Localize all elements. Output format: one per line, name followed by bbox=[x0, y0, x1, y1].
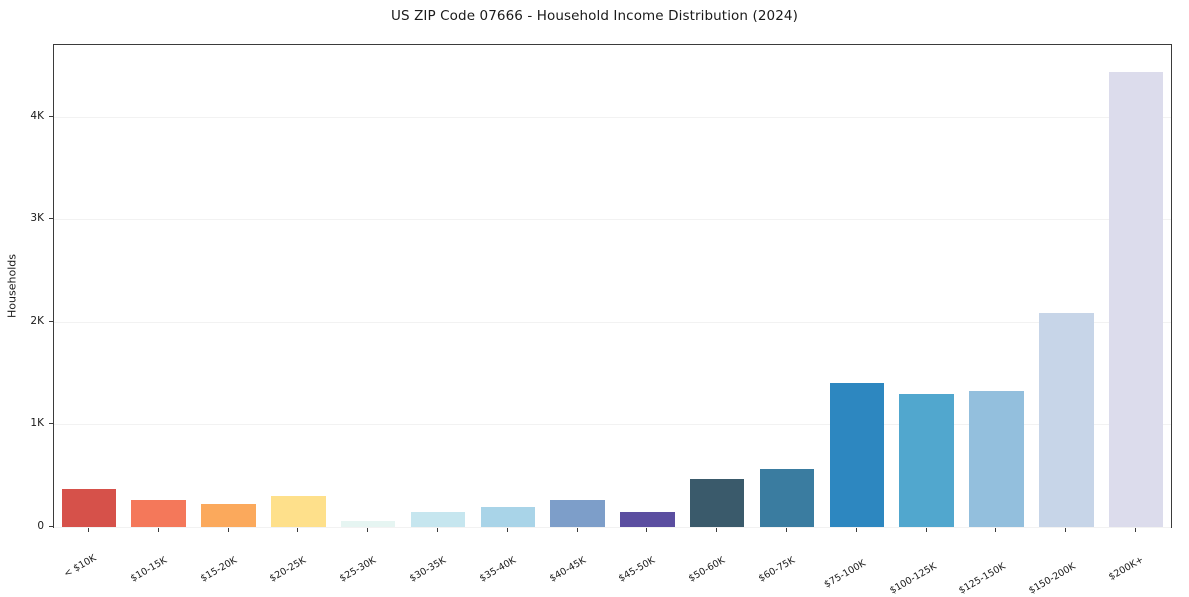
x-tick-label-text: $15-20K bbox=[198, 554, 239, 585]
x-tick-label-text: $200K+ bbox=[1107, 554, 1146, 583]
x-tick-mark bbox=[367, 528, 368, 532]
x-tick-label bbox=[128, 535, 203, 585]
x-tick-label bbox=[337, 535, 413, 585]
x-tick-label-text: $150-200K bbox=[1027, 560, 1078, 597]
bar[interactable] bbox=[271, 496, 325, 527]
x-tick-label bbox=[198, 535, 273, 585]
bar[interactable] bbox=[1109, 72, 1163, 527]
y-tick-label: 4K bbox=[30, 109, 44, 122]
x-tick-label bbox=[268, 535, 343, 585]
x-tick-label bbox=[62, 535, 129, 580]
x-tick-label-text: < $10K bbox=[62, 552, 99, 580]
bar[interactable] bbox=[550, 500, 604, 527]
x-tick-mark bbox=[1135, 528, 1136, 532]
x-tick-mark bbox=[786, 528, 787, 532]
y-axis-label: Households bbox=[5, 254, 19, 318]
y-axis bbox=[0, 44, 53, 532]
chart-title: US ZIP Code 07666 - Household Income Distribution (2024) bbox=[391, 8, 798, 24]
x-tick-label-text: $35-40K bbox=[477, 554, 518, 585]
y-tick-label: 1K bbox=[30, 417, 44, 430]
x-tick-label bbox=[547, 535, 622, 585]
x-tick-label bbox=[407, 535, 482, 585]
x-tick-label bbox=[756, 535, 831, 585]
x-tick-mark bbox=[507, 528, 508, 532]
x-tick-mark bbox=[577, 528, 578, 532]
x-tick-label-text: $20-25K bbox=[268, 554, 309, 585]
x-tick-label bbox=[687, 535, 762, 585]
x-tick-label-text: $40-45K bbox=[547, 554, 588, 585]
y-tick-label: 2K bbox=[30, 314, 44, 327]
bar[interactable] bbox=[690, 479, 744, 527]
bar[interactable] bbox=[899, 394, 953, 527]
plot-area bbox=[53, 44, 1172, 528]
x-tick-mark bbox=[1065, 528, 1066, 532]
bar[interactable] bbox=[411, 512, 465, 527]
bar[interactable] bbox=[620, 512, 674, 527]
y-tick-label: 3K bbox=[30, 212, 44, 225]
x-tick-label-text: $50-60K bbox=[687, 554, 728, 585]
bar[interactable] bbox=[1039, 313, 1093, 527]
x-tick-mark bbox=[716, 528, 717, 532]
x-tick-label-text: $125-150K bbox=[957, 560, 1008, 597]
bar[interactable] bbox=[201, 504, 255, 527]
bar-series bbox=[54, 45, 1171, 527]
x-tick-mark bbox=[646, 528, 647, 532]
bar[interactable] bbox=[131, 500, 185, 527]
x-tick-mark bbox=[926, 528, 927, 532]
x-tick-label-text: $10-15K bbox=[128, 554, 169, 585]
bar[interactable] bbox=[760, 469, 814, 527]
bar[interactable] bbox=[969, 391, 1023, 527]
x-tick-label-text: $100-125K bbox=[887, 560, 939, 597]
x-tick-label bbox=[1107, 535, 1179, 583]
x-tick-mark bbox=[228, 528, 229, 532]
bar[interactable] bbox=[481, 507, 535, 528]
x-axis bbox=[53, 528, 1172, 597]
x-tick-label-text: $30-35K bbox=[407, 554, 448, 585]
x-tick-label bbox=[1027, 535, 1123, 597]
x-tick-mark bbox=[158, 528, 159, 532]
bar[interactable] bbox=[830, 383, 884, 527]
x-tick-label bbox=[822, 535, 907, 591]
x-tick-label-text: $60-75K bbox=[756, 554, 797, 585]
x-tick-mark bbox=[437, 528, 438, 532]
x-tick-mark bbox=[297, 528, 298, 532]
x-tick-mark bbox=[856, 528, 857, 532]
x-tick-label bbox=[617, 535, 692, 585]
bar[interactable] bbox=[341, 521, 395, 527]
x-tick-label bbox=[477, 535, 552, 585]
y-tick-label: 0 bbox=[37, 520, 44, 532]
x-tick-mark bbox=[995, 528, 996, 532]
x-tick-mark bbox=[88, 528, 89, 532]
x-tick-label-text: $25-30K bbox=[337, 554, 379, 585]
x-tick-label-text: $75-100K bbox=[822, 557, 868, 591]
bar[interactable] bbox=[62, 489, 116, 527]
x-tick-label-text: $45-50K bbox=[617, 554, 658, 585]
